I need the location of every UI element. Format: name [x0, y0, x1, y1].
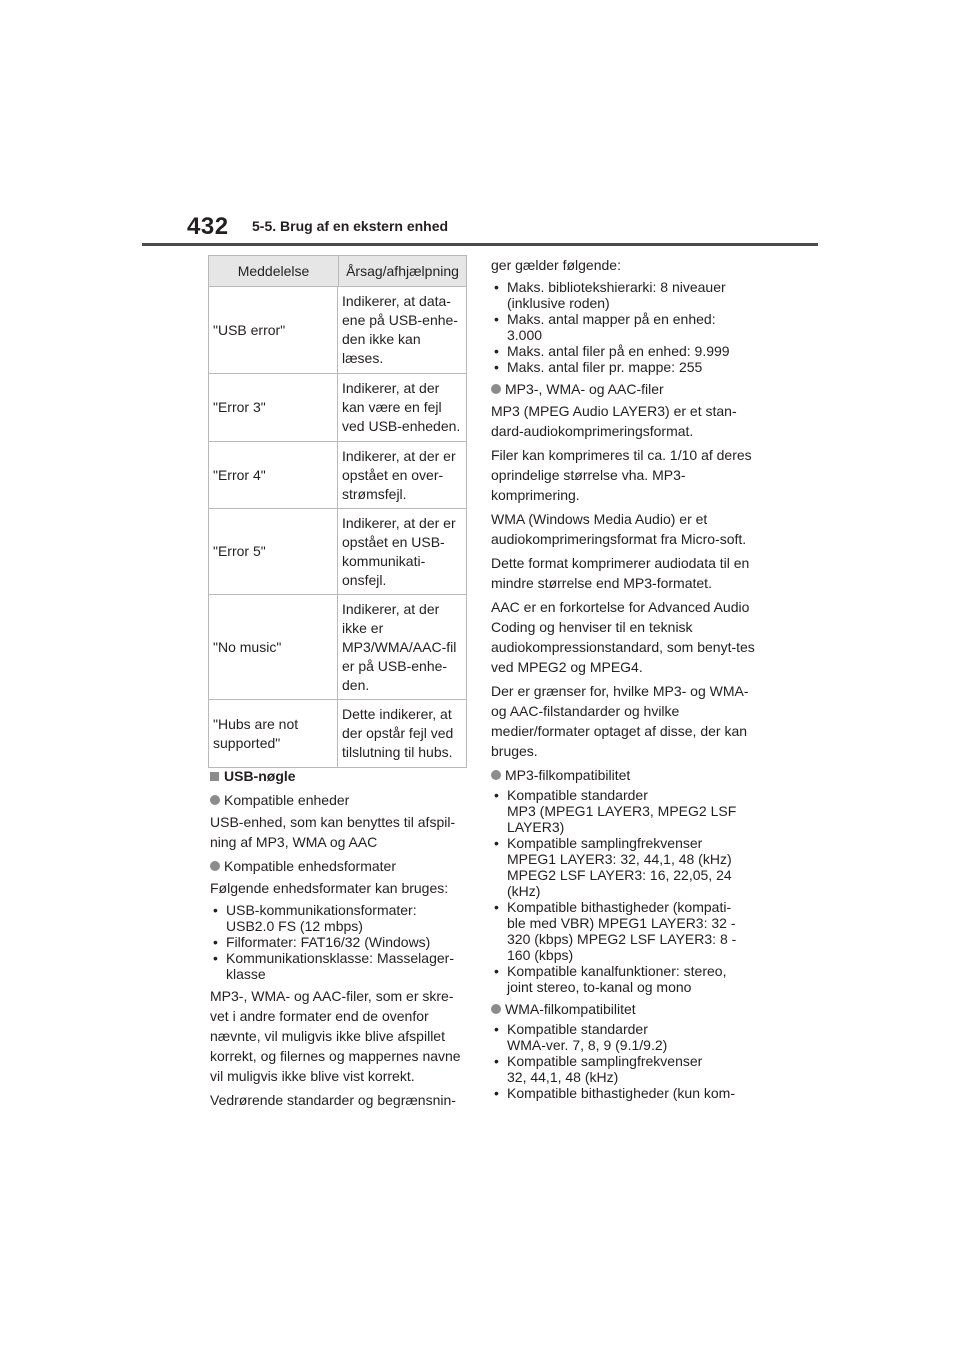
formats-intro: Følgende enhedsformater kan bruges:	[210, 880, 449, 896]
paragraph: MP3-, WMA- og AAC-filer, som er skre-vet i andre formater end de ovenfor nævnte, vil muligvis ikke blive afspillet korrekt, og filernes og mappernes navne vil muligvis ikke blive vist korrekt.	[210, 988, 461, 1084]
message-cell: "Hubs are not supported"	[209, 700, 338, 767]
paragraph: ger gælder følgende:	[491, 257, 621, 273]
list-item	[491, 899, 756, 963]
list-item	[491, 963, 756, 995]
item-sub: MPEG1 LAYER3: 32, 44,1, 48 (kHz) MPEG2 LSF LAYER3: 16, 22,05, 24 (kHz)	[507, 851, 732, 899]
message-table	[208, 255, 467, 768]
files-heading	[491, 379, 756, 399]
right-column	[491, 255, 756, 1105]
list-item	[210, 902, 472, 934]
subheading-text: Kompatible enhedsformater	[224, 858, 396, 874]
item-sub: WMA-ver. 7, 8, 9 (9.1/9.2)	[507, 1037, 668, 1053]
list-item	[491, 1085, 756, 1101]
compatible-devices-text: USB-enhed, som kan benyttes til afspil-ning af MP3, WMA og AAC	[210, 814, 456, 850]
list-item	[491, 279, 756, 311]
message-cell: "Error 4"	[209, 442, 338, 508]
item-sub: ble med VBR) MPEG1 LAYER3: 32 - 320 (kbps) MPEG2 LSF LAYER3: 8 - 160 (kbps)	[507, 915, 737, 963]
subheading-text: WMA-filkompatibilitet	[505, 1001, 636, 1017]
item-sub: USB2.0 FS (12 mbps)	[226, 918, 363, 934]
page-number: 432	[187, 213, 229, 240]
circle-bullet-icon	[491, 384, 501, 394]
column-header-cause: Årsag/afhjælpning	[346, 263, 459, 279]
item-sub: MP3 (MPEG1 LAYER3, MPEG2 LSF LAYER3)	[507, 803, 737, 835]
table-row	[209, 442, 466, 509]
item-main: Kompatible samplingfrekvenser	[507, 835, 703, 851]
item-main: Maks. antal filer på en enhed: 9.999	[507, 343, 730, 359]
list-item	[491, 787, 756, 835]
item-sub: klasse	[226, 966, 266, 982]
message-cell: "No music"	[209, 595, 338, 699]
item-main: USB-kommunikationsformater:	[226, 902, 417, 918]
cause-cell: Indikerer, at der kan være en fejl ved USB-enheden.	[342, 380, 461, 434]
cause-cell: Indikerer, at der er opstået en over-strømsfejl.	[342, 448, 456, 502]
item-main: Maks. antal filer pr. mappe: 255	[507, 359, 703, 375]
item-sub: joint stereo, to-kanal og mono	[507, 979, 692, 995]
compatible-devices-heading	[210, 790, 472, 810]
subheading-text: Kompatible enheder	[224, 792, 350, 808]
cause-cell: Indikerer, at der ikke er MP3/WMA/AAC-fil er på USB-enhe-den.	[342, 601, 457, 693]
subheading-text: MP3-, WMA- og AAC-filer	[505, 381, 664, 397]
list-item	[210, 950, 472, 982]
cause-cell: Indikerer, at der er opstået en USB-kommunikati-onsfejl.	[342, 515, 456, 588]
item-main: Kompatible kanalfunktioner: stereo,	[507, 963, 727, 979]
list-item	[491, 359, 756, 375]
list-item	[491, 311, 756, 343]
item-main: Kommunikationsklasse: Masselager-	[226, 950, 454, 966]
table-row	[209, 287, 466, 374]
section-title: 5-5. Brug af en ekstern enhed	[252, 218, 449, 234]
list-item	[491, 1021, 756, 1053]
header-divider	[142, 243, 818, 246]
limits-list	[491, 279, 756, 375]
item-main: Kompatible standarder	[507, 787, 648, 803]
left-column	[210, 766, 472, 1114]
item-main: Kompatible bithastigheder (kun kom-	[507, 1085, 736, 1101]
item-main: Filformater: FAT16/32 (Windows)	[226, 934, 431, 950]
formats-list	[210, 902, 472, 982]
item-main: Maks. bibliotekshierarki: 8 niveauer	[507, 279, 726, 295]
paragraph: Filer kan komprimeres til ca. 1/10 af deres oprindelige størrelse vha. MP3-komprimering.	[491, 447, 752, 503]
item-main: Kompatible standarder	[507, 1021, 648, 1037]
column-header-message: Meddelelse	[209, 256, 339, 286]
list-item	[210, 934, 472, 950]
item-main: Kompatible bithastigheder (kompati-	[507, 899, 732, 915]
table-row	[209, 700, 466, 767]
list-item	[491, 343, 756, 359]
item-sub: (inklusive roden)	[507, 295, 610, 311]
list-item	[491, 1053, 756, 1085]
item-main: Kompatible samplingfrekvenser	[507, 1053, 703, 1069]
item-sub: 3.000	[507, 327, 543, 343]
usb-key-heading	[210, 766, 472, 786]
message-cell: "Error 3"	[209, 374, 338, 441]
subheading-text: MP3-filkompatibilitet	[505, 767, 631, 783]
table-row	[209, 595, 466, 700]
message-cell: "Error 5"	[209, 509, 338, 594]
circle-bullet-icon	[491, 1004, 501, 1014]
message-cell: "USB error"	[209, 287, 338, 373]
square-bullet-icon	[210, 772, 219, 781]
cause-cell: Dette indikerer, at der opstår fejl ved tilslutning til hubs.	[342, 706, 454, 760]
item-sub: 32, 44,1, 48 (kHz)	[507, 1069, 619, 1085]
paragraph: Vedrørende standarder og begrænsnin-	[210, 1092, 456, 1108]
table-row	[209, 374, 466, 442]
table-header	[209, 256, 466, 287]
paragraph: WMA (Windows Media Audio) er et audiokomprimeringsformat fra Micro-soft.	[491, 511, 747, 547]
item-main: Maks. antal mapper på en enhed:	[507, 311, 716, 327]
circle-bullet-icon	[491, 770, 501, 780]
wma-list	[491, 1021, 756, 1101]
mp3-compat-heading	[491, 765, 756, 785]
paragraph: MP3 (MPEG Audio LAYER3) er et stan-dard-audiokomprimeringsformat.	[491, 403, 737, 439]
cause-cell: Indikerer, at data-ene på USB-enhe-den ikke kan læses.	[342, 293, 458, 366]
paragraph: Dette format komprimerer audiodata til en mindre størrelse end MP3-formatet.	[491, 555, 750, 591]
compatible-formats-heading	[210, 856, 472, 876]
circle-bullet-icon	[210, 861, 220, 871]
wma-compat-heading	[491, 999, 756, 1019]
heading-text: USB-nøgle	[224, 768, 296, 784]
mp3-list	[491, 787, 756, 995]
table-row	[209, 509, 466, 595]
paragraph: Der er grænser for, hvilke MP3- og WMA- og AAC-filstandarder og hvilke medier/formater optaget af disse, der kan bruges.	[491, 683, 749, 759]
circle-bullet-icon	[210, 795, 220, 805]
paragraph: AAC er en forkortelse for Advanced Audio Coding og henviser til en teknisk audiokompressionstandard, som benyt-tes ved MPEG2 og MPEG4.	[491, 599, 755, 675]
list-item	[491, 835, 756, 899]
